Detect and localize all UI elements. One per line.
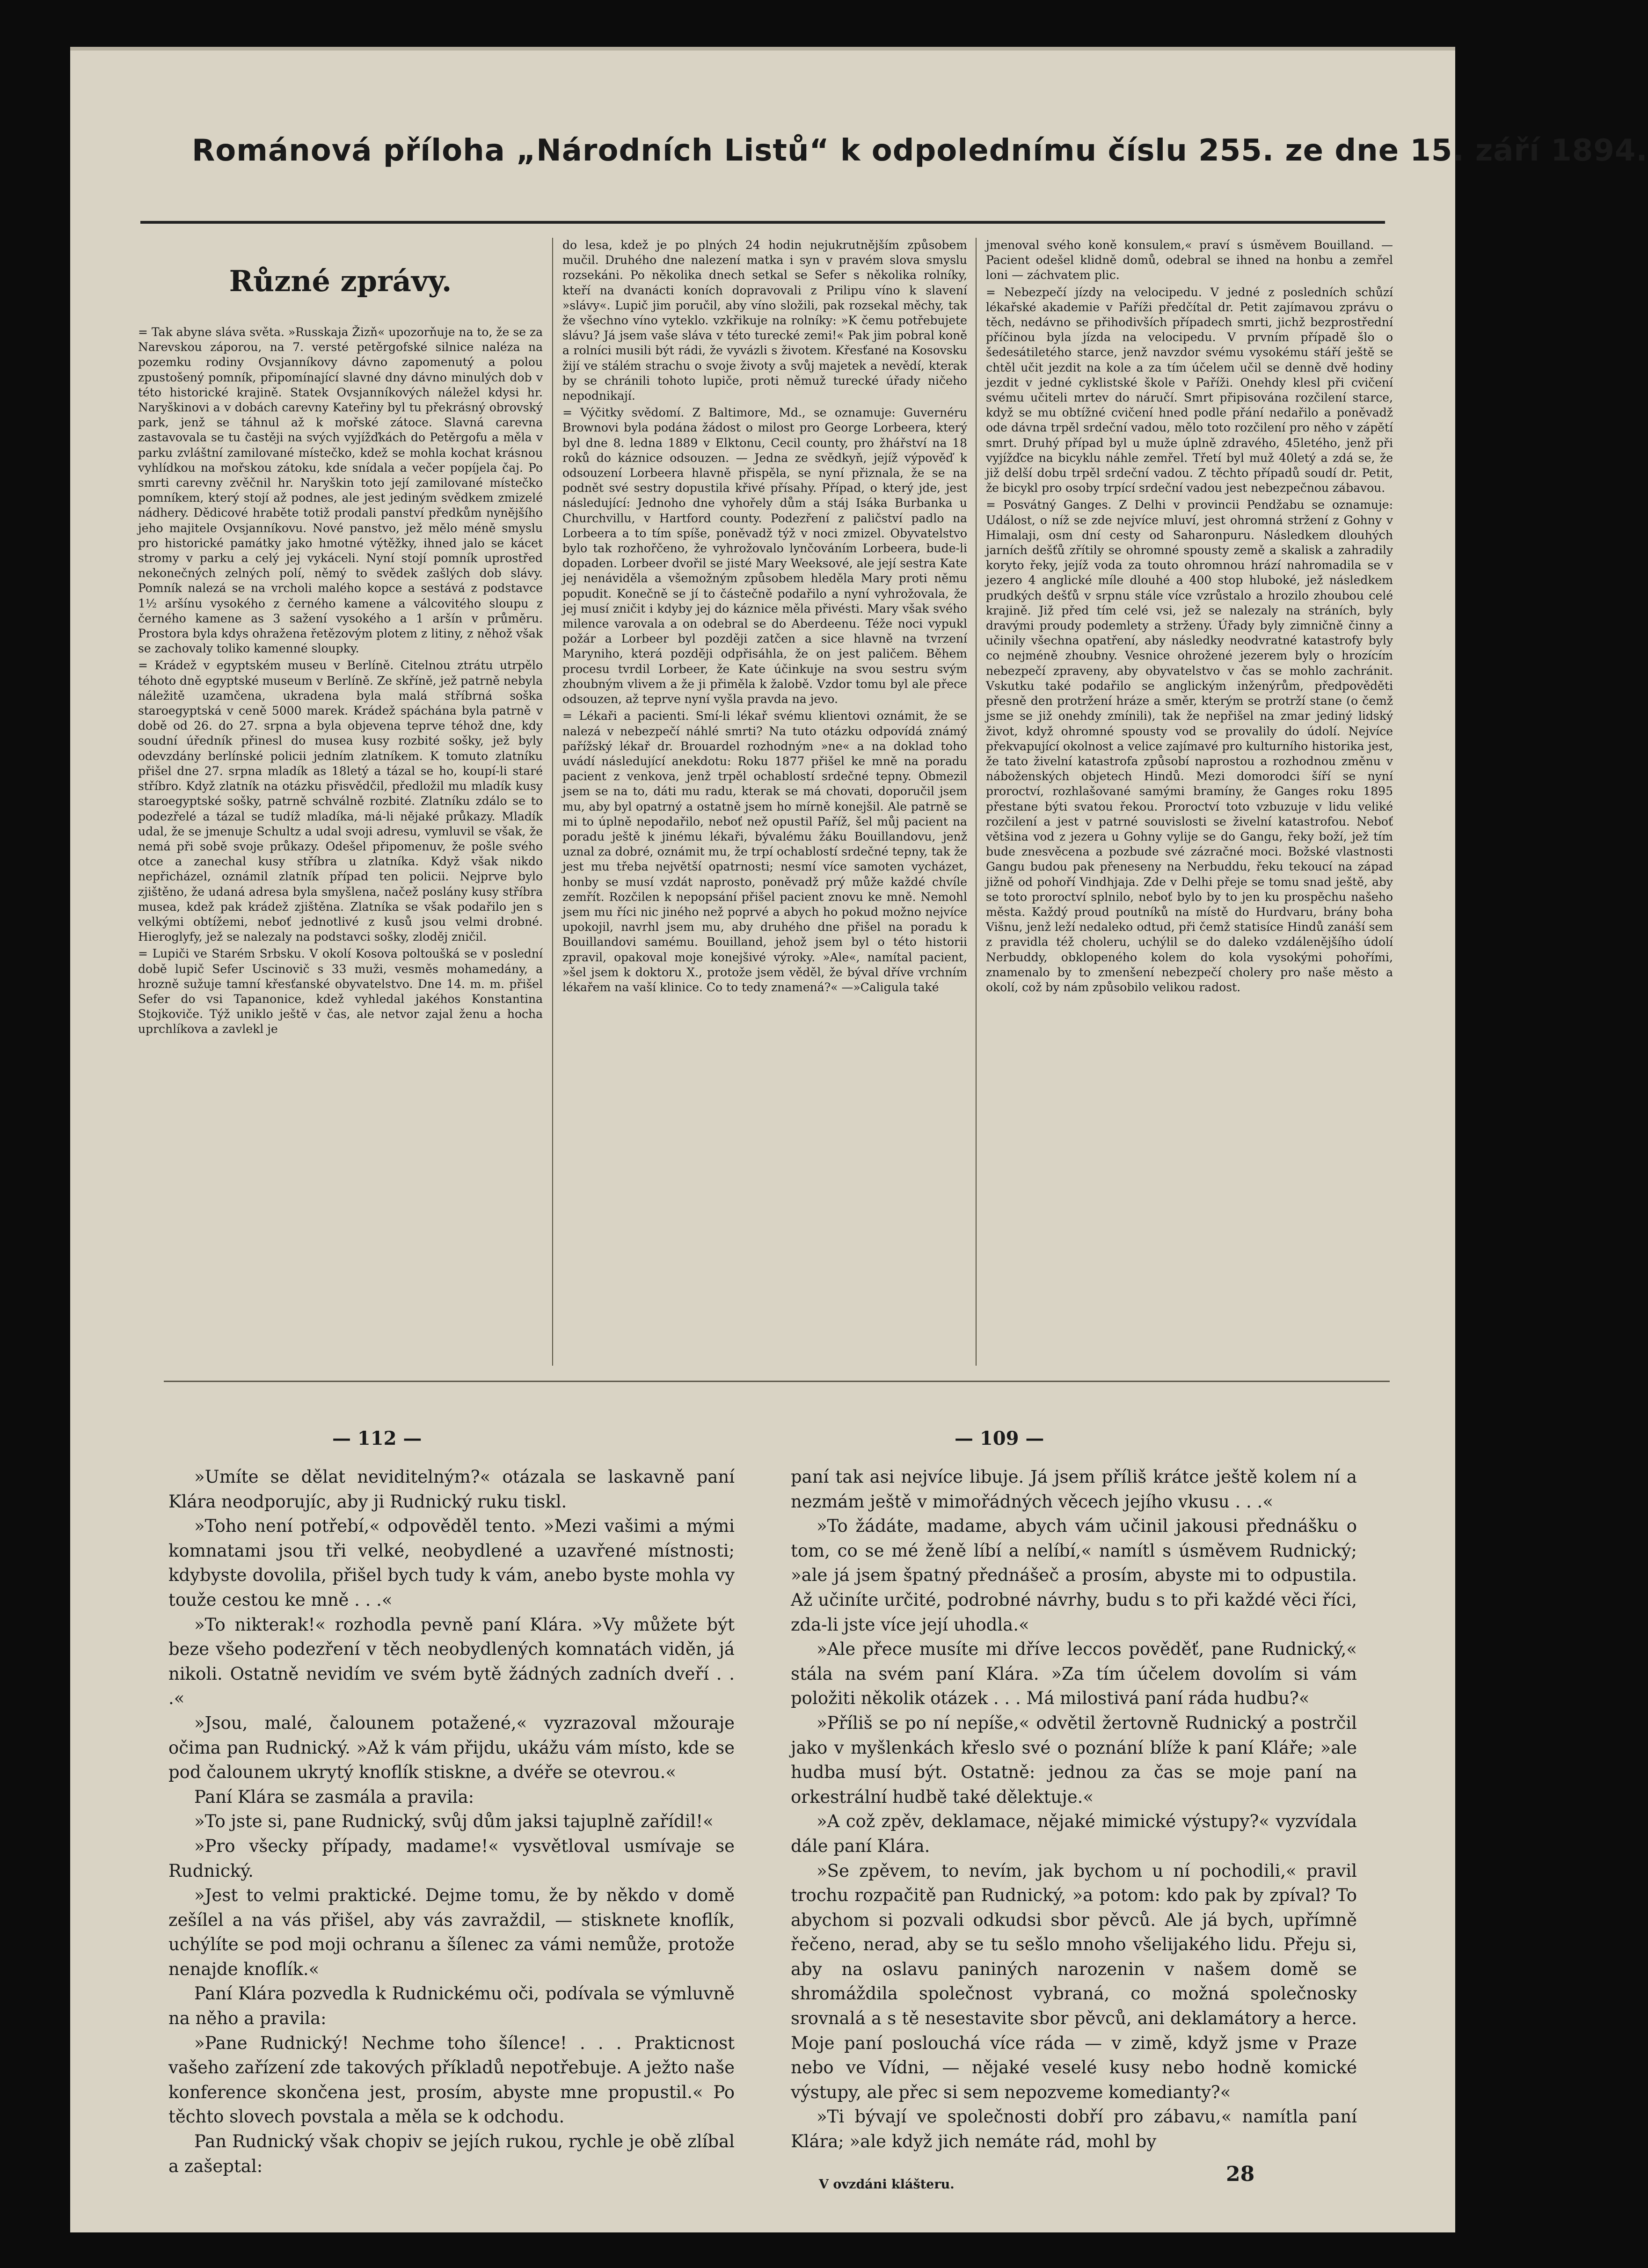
article-paragraph: = Lupiči ve Starém Srbsku. V okolí Kosova poltoušká se v poslední době lupič Sefer Uscinovič s 33 muži, vesměs mohamedány, a hrozně sužuje tamní křesťanské obyvatelstvo. Dne 14. m. m. přišel Sefer do vsi Tapanonice, kdež vyhledal jakéhos Konstantina Stojkoviče. Týž uniklo ještě v čas, ale netvor zajal ženu a hocha uprchlíkova a zavlekl je <box>138 947 543 1036</box>
novel-paragraph: »Příliš se po ní nepíše,« odvětil žertovně Rudnický a postrčil jako v myšlenkách křeslo své o poznání blíže k paní Kláře; »ale hudba musí být. Ostatně: jednou za čas se moje paní na orkestrální hudbě také dělektuje.« <box>791 1712 1357 1807</box>
novel-paragraph: »Se zpěvem, to nevím, jak bychom u ní pochodili,« pravil trochu rozpačitě pan Rudnický, »a potom: kdo pak by zpíval? To abychom si pozvali odkudsi sbor pěvců. Ale já bych, upřímně řečeno, nerad, aby se tu sešlo mnoho všelijakého lidu. Přeju si, aby na oslavu paniných narozenin v našem domě se shromáždila společnost vybraná, co možná společnosky srovnalá a s tě nesestavite sbor pěvců, ani deklamátory a herce. Moje paní poslouchá více ráda — v zimě, když jsme v Praze nebo ve Vídni, — nějaké veselé kusy nebo hodně komické výstupy, ale přec si sem nepozveme komedianty?« <box>791 1860 1357 2102</box>
novel-paragraph: »A což zpěv, deklamace, nějaké mimické výstupy?« vyzvídala dále paní Klára. <box>791 1811 1357 1856</box>
page-number-left: — 112 — <box>332 1427 422 1449</box>
top-column-3 <box>986 238 1393 1366</box>
novel-paragraph: »Pane Rudnický! Nechme toho šílence! . . . Prakticnost vašeho zařízení zde takových příkladů nepotřebuje. A ježto naše konference skončena jest, prosím, abyste mne propustil.« Po těchto slovech povstala a měla se k odchodu. <box>168 2033 735 2127</box>
bottom-column-right <box>791 1465 1357 2167</box>
novel-paragraph: »Ale přece musíte mi dříve leccos pověděť, pane Rudnický,« stála na svém paní Klára. »Za tím účelem dovolím si vám položiti několik otázek . . . Má milostivá paní ráda hudbu?« <box>791 1639 1357 1709</box>
novel-paragraph: Paní Klára pozvedla k Rudnickému oči, podívala se výmluvně na něho a pravila: <box>168 1983 735 2029</box>
newspaper-page <box>70 47 1648 2232</box>
novel-paragraph: »Toho není potřebí,« odpověděl tento. »Mezi vašimi a mými komnatami jsou tři velké, neobydlené a uzavřené místnosti; kdybyste dovolila, přišel bych tudy k vám, anebo byste mohla vy touže cestou ke mně . . .« <box>168 1516 735 1610</box>
article-paragraph: = Tak abyne sláva světa. »Russkaja Žizň« upozorňuje na to, že se za Narevskou záporou, na 7. versté petěrgofské silnice naléza na pozemku rodiny Ovsjanníkovy dávno zapomenutý a polou zpustošený pomník, připomínající slavné dny dávno minulých dob v této historické krajině. Statek Ovsjanníkových náležel kdysi hr. Naryškinovi a v dobách carevny Kateřiny byl tu překrásný obrovský park, jenž se táhnul až k mořské zátoce. Slavná carevna zastavovala se tu častěji na svých vyjížďkách do Petěrgofu a měla v parku zvláštní zamilované místečko, kdež se mohla kochat krásnou vyhlídkou na mořskou zátoku, kde snídala a večer popíjela čaj. Po smrti carevny zvěčnil hr. Naryškin toto její zamilované místečko pomníkem, který stojí až podnes, ale jest jediným svědkem zmizelé nádhery. Dědicové hraběte totiž prodali panství předkům nynějšího jeho majitele Ovsjanníkovu. Nové panstvo, jež mělo méně smyslu pro historické památky jako hmotné výtěžky, ihned jalo se kácet stromy v parku a celý jej vykáceli. Nyní stojí pomník uprostřed nekonečných zelných polí, němý to svědek zašlých dob slávy. Pomník nalezá se na vrcholi malého kopce a sestává z podstavce 1½ aršínu vysokého z černého kamene a válcovitého sloupu z černého kamene as 3 sažení vysokého a 1 aršín v průměru. Prostora byla kdys ohražena řetězovým plotem z litiny, z něhož však se zachovaly toliko kamenné sloupky. <box>138 325 543 656</box>
article-paragraph: do lesa, kdež je po plných 24 hodin nejukrutnějším způsobem mučil. Druhého dne nalezení matka i syn v pravém slova smyslu rozsekáni. Po několika dnech setkal se Sefer s několika rolníky, kteří na dvanácti koních dopravovali z Prilipu víno k slavení »slávy«. Lupič jim poručil, aby víno složili, pak rozsekal měchy, tak že všechno víno vyteklo. vzkřikuje na rolníky: »K čemu potřebujete slávu? Já jsem vaše sláva v této turecké zemi!« Pak jim pobral koně a rolníci musili být rádi, že vyvázli s životem. Křesťané na Kosovsku žijí ve stálém strachu o svoje životy a svůj majetek a nevědí, kterak by se chránili tohoto lupiče, proti němuž turecké úřady ničeho nepodnikají. <box>562 238 967 403</box>
bottom-column-left <box>168 1465 735 2176</box>
header-rule <box>140 221 1385 224</box>
novel-paragraph: »To žádáte, madame, abych vám učinil jakousi přednášku o tom, co se mé ženě líbí a nelíbí,« namítl s úsměvem Rudnický; »ale já jsem špatný přednášeč a prosím, abyste mi to odpustila. Až učiníte určité, podrobné návrhy, budu s to při každé věci říci, zda-li jste více její uhodla.« <box>791 1516 1357 1635</box>
page-header-title: Románová příloha „Národních Listů“ k odpolednímu číslu 255. ze dne 15. září 1894. <box>192 133 1648 168</box>
top-column-2 <box>562 238 967 1366</box>
novel-paragraph: »Pro všecky případy, madame!« vysvětloval usmívaje se Rudnický. <box>168 1836 735 1881</box>
novel-paragraph: »To nikterak!« rozhodla pevně paní Klára. »Vy můžete být beze všeho podezření v těch neobydlených komnatách viděn, já nikoli. Ostatně nevidím ve svém bytě žádných zadních dveří . . .« <box>168 1614 735 1709</box>
column-divider <box>552 238 553 1366</box>
page-number-right: — 109 — <box>955 1427 1044 1449</box>
novel-paragraph: »Umíte se dělat neviditelným?« otázala se laskavně paní Klára neodporujíc, aby ji Rudnický ruku tiskl. <box>168 1467 735 1512</box>
novel-paragraph: »Jest to velmi praktické. Dejme tomu, že by někdo v domě zešílel a na vás přišel, aby vás zavraždil, — stisknete knoflík, uchýlíte se pod moji ochranu a šílenec za vámi nemůže, protože nenajde knoflík.« <box>168 1885 735 1979</box>
column-divider <box>976 238 977 1366</box>
article-paragraph: = Nebezpečí jízdy na velocipedu. V jedné z posledních schůzí lékařské akademie v Paříži předčítal dr. Petit zajímavou zprávu o těch, nedávno se přihodivších případech smrti, jichž bezprostřední příčinou byla jízda na velocipedu. V prvním případě šlo o šedesátiletého starce, jenž navzdor svému vysokému stáří ještě se chtěl učit jezdit na kole a za tím účelem učil se denně dvě hodiny jezdit v jedné cyklistské škole v Paříži. Onehdy klesl při cvičení svému učiteli mrtev do náručí. Smrt připisována rozčilení starce, když se mu obtížné cvičení hned podle přání nedařilo a poněvadž ode dávna trpěl srdeční vadou, mělo toto rozčilení pro něho v zápětí smrt. Druhý případ byl u muže úplně zdravého, 45letého, jenž při vyjížďce na bicyklu náhle zemřel. Třetí byl muž 40letý a zdá se, že již delší dobu trpěl srdeční vadou. Z těchto případů soudí dr. Petit, že bicykl pro osoby trpící srdeční vadou jest nebezpečnou zábavou. <box>986 285 1393 495</box>
novel-paragraph: paní tak asi nejvíce libuje. Já jsem příliš krátce ještě kolem ní a nezmám ještě v mimořádných věcech jejího vkusu . . .« <box>791 1467 1357 1512</box>
footer-signature: V ovzdáni klášteru. <box>819 2177 955 2192</box>
novel-paragraph: »To jste si, pane Rudnický, svůj dům jaksi tajuplně zařídil!« <box>194 1811 714 1832</box>
section-separator <box>164 1381 1390 1382</box>
novel-paragraph: »Ti bývají ve společnosti dobří pro zábavu,« namítla paní Klára; »ale když jich nemáte rád, mohl by <box>791 2107 1357 2152</box>
page-edge-top <box>70 47 1455 51</box>
article-paragraph: = Krádež v egyptském museu v Berlíně. Citelnou ztrátu utrpělo téhoto dně egyptské museum v Berlíně. Ze skříně, jež patrně nebyla náležitě uzamčena, ukradena byla malá stříbrná soška staroegyptská v ceně 5000 marek. Krádež spáchána byla patrně v době od 26. do 27. srpna a byla objevena teprve téhož dne, kdy soudní úředník přinesl do musea kusy rozbité sošky, jež byly odevzdány berlínské policii jedním zlatníkem. K tomuto zlatníku přišel dne 27. srpna mladík as 18letý a tázal se ho, koupí-li staré stříbro. Když zlatník na otázku přisvědčil, předložil mu mladík kusy staroegyptské sošky, patrně schválně rozbité. Zlatníku zdálo se to podezřelé a tázal se tudíž mladíka, má-li nějaké průkazy. Mladík udal, že se jmenuje Schultz a udal svoji adresu, vymluvil se však, že nemá při sobě svoje průkazy. Odešel připomenuv, že pošle svého otce a zanechal kusy stříbra u zlatníka. Když však nikdo nepřicházel, oznámil zlatník případ ten policii. Nejprve bylo zjištěno, že udaná adresa byla smyšlena, načež poslány kusy stříbra musea, kdež pak krádež zjištěna. Zlatníka se však podařilo jen s velkými obtížemi, neboť jednotlivé z kusů jsou velmi drobné. Hieroglyfy, jež se nalezaly na podstavci sošky, zloděj zničil. <box>138 658 543 944</box>
novel-paragraph: »Jsou, malé, čalounem potažené,« vyzrazoval mžouraje očima pan Rudnický. »Až k vám přijdu, ukážu vám místo, kde se pod čalounem ukrytý knoflík stiskne, a dvéře se otevrou.« <box>168 1712 735 1783</box>
article-paragraph: = Výčitky svědomí. Z Baltimore, Md., se oznamuje: Guvernéru Brownovi byla podána žádost o milost pro George Lorbeera, který byl dne 8. ledna 1889 v Elktonu, Cecil county, pro žhářství na 18 roků do káznice odsouzen. — Jedna ze svědkyň, jejíž výpověď k odsouzení Lorbeera hlavně přispěla, se nyní přiznala, že se na podnět své sestry dopustila křivé přísahy. Případ, o který jde, jest následující: Jednoho dne vyhořely dům a stáj Isáka Burbanka u Churchvillu, v Hartford county. Podezření z paličství padlo na Lorbeera a to tím spíše, poněvadž týž v noci zmizel. Obyvatelstvo bylo tak rozhořčeno, že vyhrožovalo lynčováním Lorbeera, bude-li dopaden. Lorbeer dvořil se jisté Mary Weeksové, ale její sestra Kate jej nenáviděla a všemožným způsobem hleděla Mary proti němu popudit. Konečně se jí to částečně podařilo a nyní vyhrožovala, že jej musí zničit i kdyby jej do káznice měla přivésti. Mary však svého milence varovala a on odebral se do Aberdeenu. Téže noci vypukl požár a Lorbeer byl později zatčen a sice hlavně na tvrzení Maryniho, která později odpřisáhla, že on jest paličem. Během procesu tvrdil Lorbeer, že Kate účinkuje na svou sestru svým zhoubným vlivem a že ji přiměla k žalobě. Vzdor tomu byl ale přece odsouzen, až teprve nyní vyšla pravda na jevo. <box>562 406 967 706</box>
sheet-number: 28 <box>1226 2162 1255 2186</box>
novel-paragraph: Paní Klára se zasmála a pravila: <box>194 1786 474 1807</box>
section-title: Různé zprávy. <box>229 264 452 298</box>
novel-paragraph: Pan Rudnický však chopiv se jejích rukou, rychle je obě zlíbal a zašeptal: <box>168 2131 735 2176</box>
article-paragraph: = Lékaři a pacienti. Smí-li lékař svému klientovi oznámit, že se nalezá v nebezpečí náhlé smrti? Na tuto otázku odpovídá známý pařížský lékař dr. Brouardel rozhodným »ne« a na doklad toho uvádí následující anekdotu: Roku 1877 přišel ke mně na poradu pacient z venkova, jenž trpěl ochablostí srdečné tepny. Obmezil jsem se na to, dáti mu radu, kterak se má chovati, doporučil jsem mu, aby byl opatrný a ostatně jsem ho mírně konejšil. Ale patrně se mi to úplně nepodařilo, neboť než opustil Paříž, šel můj pacient na poradu ještě k jinému lékaři, bývalému žáku Bouillandovu, jenž uznal za dobré, oznámit mu, že trpí ochablostí srdečné tepny, tak že jest mu třeba největší opatrnosti; nesmí více samoten vycházet, honby se musí vzdát naprosto, poněvadž prý může každé chvíle zemřít. Rozčilen k nepopsání přišel pacient znovu ke mně. Nemohl jsem mu říci nic jiného než poprvé a abych ho pokud možno nejvíce upokojil, navrhl jsem mu, aby druhého dne přišel na poradu k Bouillandovi samému. Bouilland, jehož jsem byl o této historii zpravil, opakoval moje konejšivé výroky. »Ale«, namítal pacient, »šel jsem k doktoru X., protože jsem věděl, že býval dříve vrchním lékařem na vaší klinice. Co to tedy znamená?« —»Caligula také <box>562 709 967 994</box>
article-paragraph: jmenoval svého koně konsulem,« praví s úsměvem Bouilland. — Pacient odešel klidně domů, odebral se ihned na honbu a zemřel loni — záchvatem plic. <box>986 238 1393 282</box>
top-column-1 <box>138 238 543 1366</box>
article-paragraph: = Posvátný Ganges. Z Delhi v provincii Pendžabu se oznamuje: Událost, o níž se zde nejvíce mluví, jest ohromná stržení z Gohny v Himalaji, osm dní cesty od Saharonpuru. Následkem dlouhých jarních dešťů zřítily se ohromné spousty země a skalisk a zahradily koryto řeky, jejíž voda za touto ohromnou hrází nahromadila se v jezero 4 anglické míle dlouhé a 400 stop hluboké, jež následkem prudkých dešťů v srpnu stále více vzrůstalo a hrozilo zhoubou celé krajině. Již před tím celé vsi, jež se nalezaly na stráních, byly dravými proudy podemlety a strženy. Úřady byly zimničně činny a učinily všechna opatření, aby následky neodvratné katastrofy byly co nejméně zhoubny. Vesnice ohrožené jezerem byly o hrozícím nebezpečí zpraveny, aby obyvatelstvo v čas se mohlo zachránit. Vskutku také podařilo se anglickým inženýrům, předpověděti přesně den protržení hráze a směr, kterým se protrží stane (o čemž jsme se již onehdy zmínili), tak že nepřišel na zmar jediný lidský život, když ohromné spousty vod se provalily do údolí. Nejvíce překvapující okolnost a velice zajímavé pro kulturního historika jest, že tato živelní katastrofa způsobí naprostou a rozhodnou změnu v náboženských objetech Hindů. Mezi domorodci šíří se nyní proroctví, rozhlašované samými bramíny, že Ganges roku 1895 přestane býti svatou řekou. Proroctví toto vzbuzuje v lidu veliké rozčilení a jest v patrné souvislosti se živelní katastrofou. Neboť většina vod z jezera u Gohny vylije se do Gangu, řeky boží, jež tím bude znesvěcena a pozbude své zázračné moci. Božské vlastnosti Gangu budou pak přeneseny na Nerbuddu, řeku tekoucí na západ jižně od pohoří Vindhjaja. Zde v Delhi přeje se tomu snad ještě, aby se toto proroctví splnilo, neboť bylo by to jen ku prospěchu našeho města. Každý proud poutníků na místě do Hurdvaru, brány boha Višnu, jenž leží nedaleko odtud, při čemž statisíce Hindů zanáší sem z pravidla též choleru, uchýlil se do daleko vzdálenějšího údolí Nerbuddy, obklopeného kolem do kola vysokými pohořími, znamenalo by to zmenšení nebezpečí cholery pro naše město a okolí, což by nám způsobilo velikou radost. <box>986 498 1393 994</box>
